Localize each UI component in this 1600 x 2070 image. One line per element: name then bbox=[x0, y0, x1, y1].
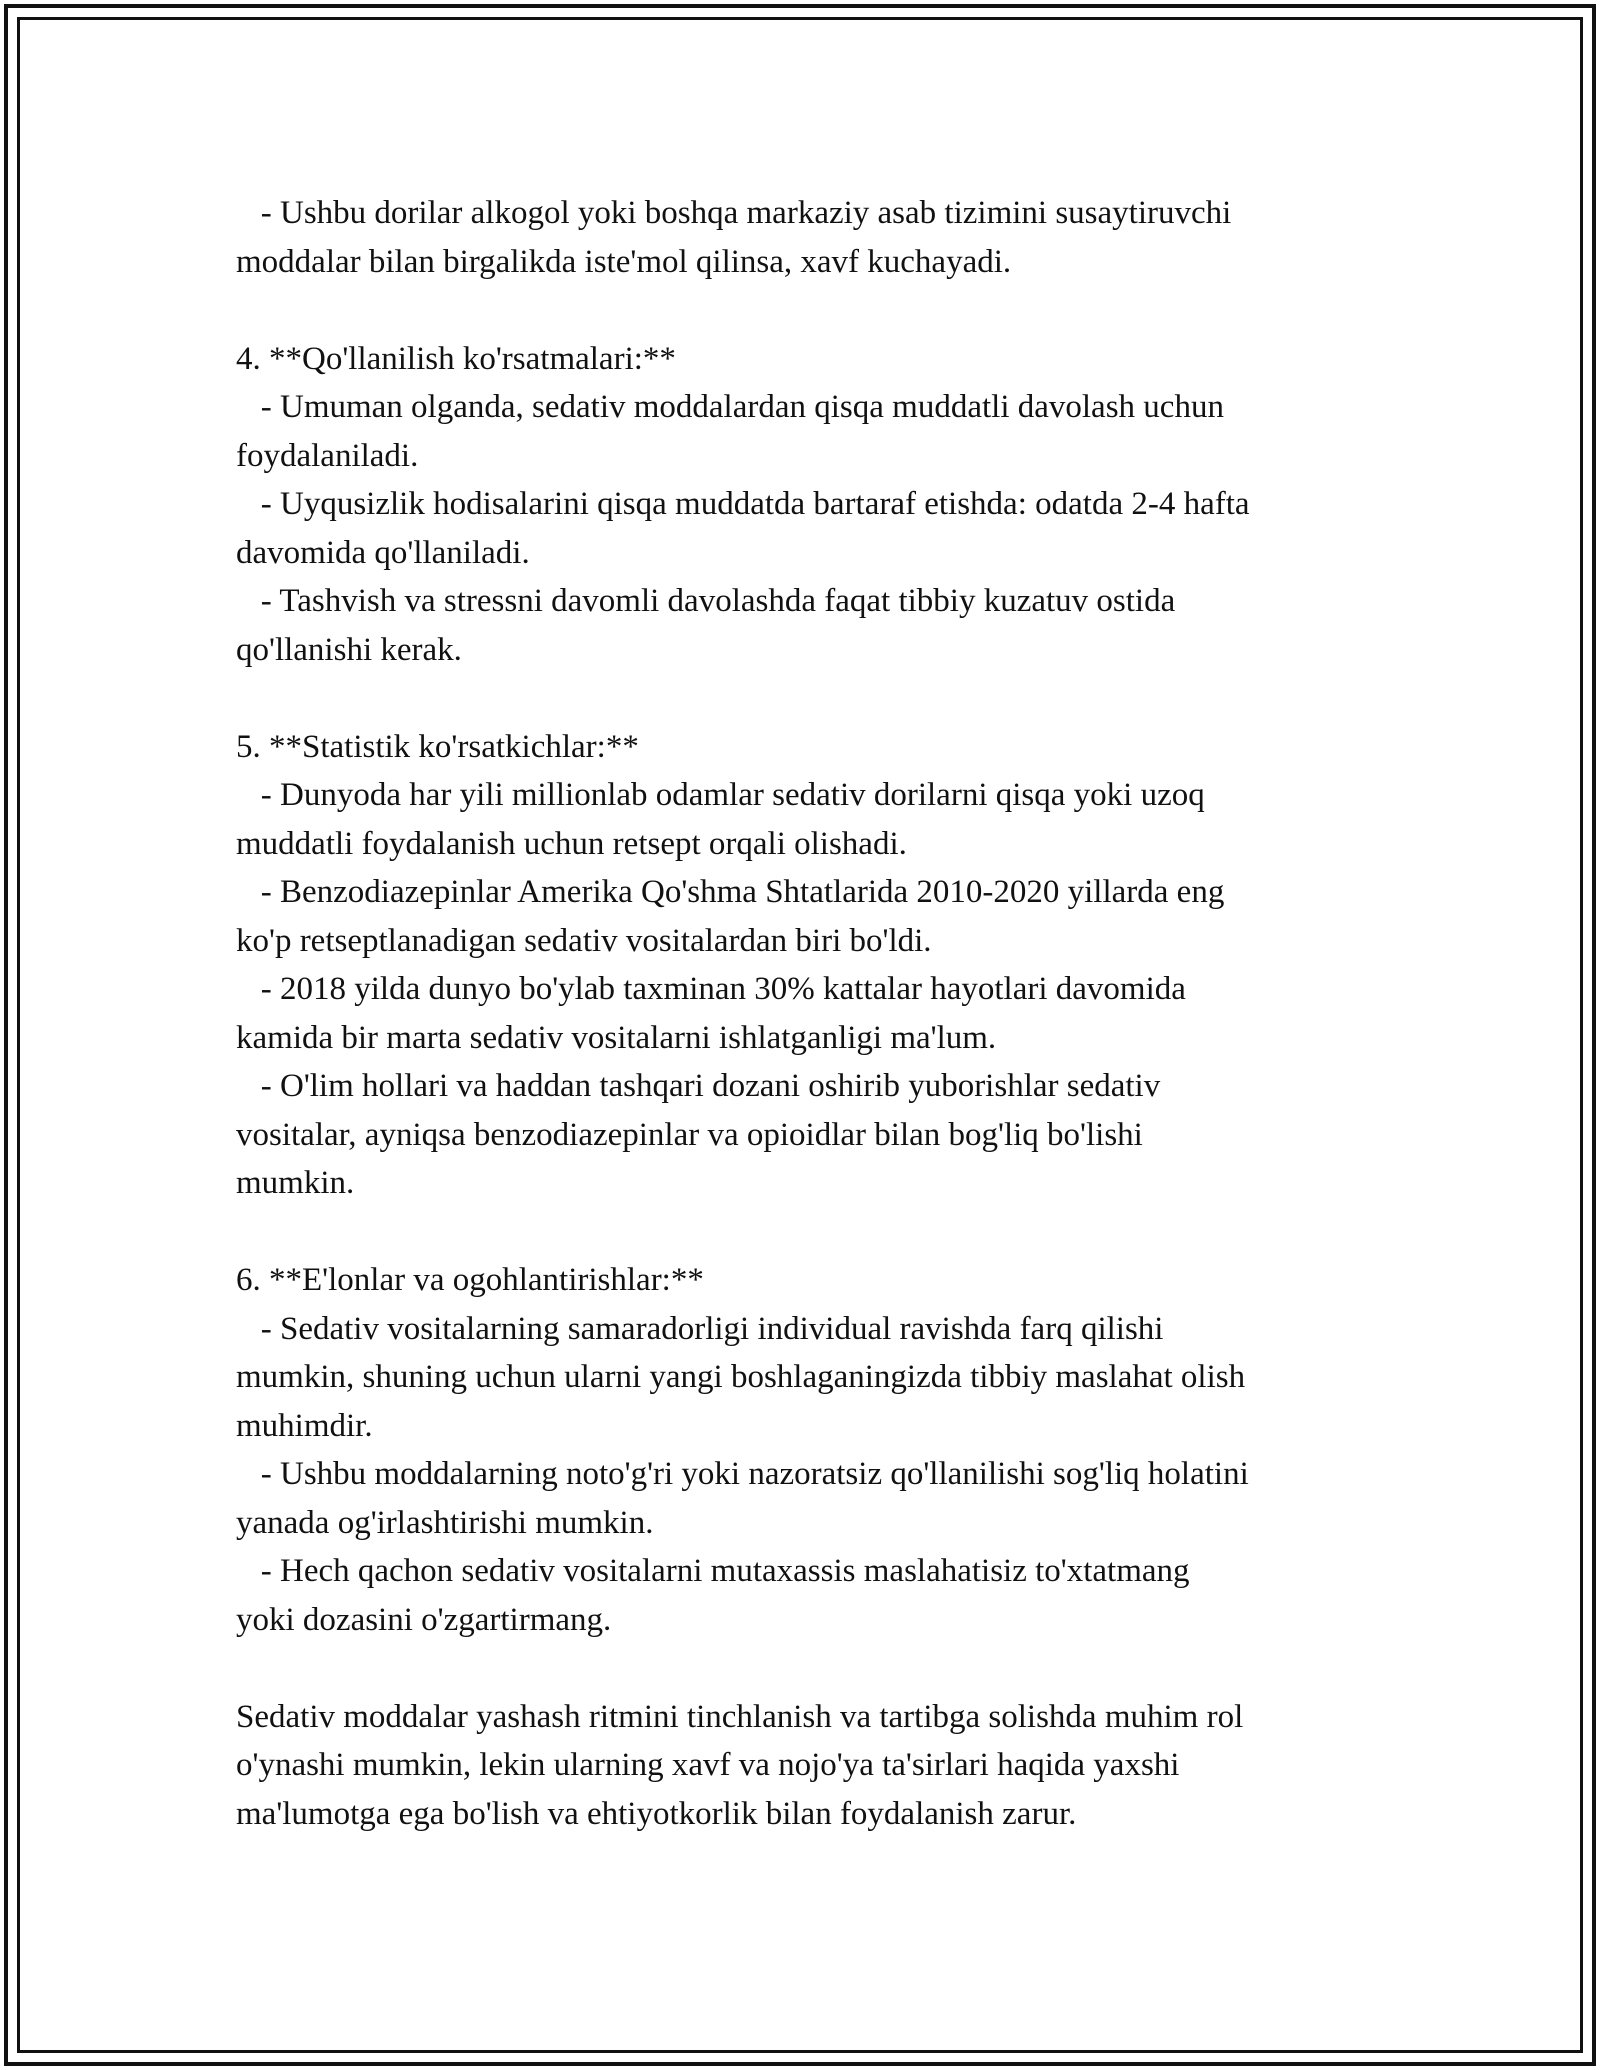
text-line: - Benzodiazepinlar Amerika Qo'shma Shtatlarida 2010-2020 yillarda eng bbox=[236, 874, 1225, 910]
text-line: - Sedativ vositalarning samaradorligi individual ravishda farq qilishi bbox=[236, 1310, 1164, 1347]
text-line: davomida qo'llaniladi. bbox=[236, 534, 530, 571]
text-line: vositalar, ayniqsa benzodiazepinlar va opioidlar bilan bog'liq bo'lishi bbox=[236, 1116, 1143, 1153]
text-line: - Hech qachon sedativ vositalarni mutaxassis maslahatisiz to'xtatmang bbox=[236, 1553, 1190, 1589]
conclusion-line: ma'lumotga ega bo'lish va ehtiyotkorlik bilan foydalanish zarur. bbox=[236, 1795, 1077, 1832]
text-line: mumkin, shuning uchun ularni yangi boshlaganingizda tibbiy maslahat olish bbox=[236, 1359, 1246, 1395]
text-line: kamida bir marta sedativ vositalarni ishlatganligi ma'lum. bbox=[236, 1019, 997, 1056]
text-line: qo'llanishi kerak. bbox=[236, 631, 462, 668]
conclusion-line: o'ynashi mumkin, lekin ularning xavf va nojo'ya ta'sirlari haqida yaxshi bbox=[236, 1747, 1180, 1783]
conclusion-line: Sedativ moddalar yashash ritmini tinchlanish va tartibga solishda muhim rol bbox=[236, 1698, 1244, 1735]
text-line: - Uyqusizlik hodisalarini qisqa muddatda bartaraf etishda: odatda 2-4 hafta bbox=[236, 486, 1250, 522]
text-line: muhimdir. bbox=[236, 1407, 373, 1444]
blank-line bbox=[236, 1644, 1396, 1693]
text-line: - 2018 yilda dunyo bo'ylab taxminan 30% kattalar hayotlari davomida bbox=[236, 971, 1186, 1007]
section-heading-4: 4. **Qo'llanilish ko'rsatmalari:** bbox=[236, 340, 676, 377]
text-line: yanada og'irlashtirishi mumkin. bbox=[236, 1504, 654, 1541]
text-line: - Dunyoda har yili millionlab odamlar sedativ dorilarni qisqa yoki uzoq bbox=[236, 777, 1205, 813]
text-line: - Ushbu dorilar alkogol yoki boshqa markaziy asab tizimini susaytiruvchi bbox=[236, 195, 1232, 231]
text-line: mumkin. bbox=[236, 1165, 355, 1201]
text-line: - Tashvish va stressni davomli davolashda faqat tibbiy kuzatuv ostida bbox=[236, 583, 1176, 619]
blank-line bbox=[236, 286, 1396, 335]
text-line: yoki dozasini o'zgartirmang. bbox=[236, 1601, 612, 1638]
blank-line bbox=[236, 674, 1396, 723]
text-line: moddalar bilan birgalikda iste'mol qilinsa, xavf kuchayadi. bbox=[236, 243, 1012, 280]
text-line: foydalaniladi. bbox=[236, 437, 419, 474]
section-heading-6: 6. **E'lonlar va ogohlantirishlar:** bbox=[236, 1262, 704, 1298]
blank-line bbox=[236, 1208, 1396, 1257]
document-body bbox=[236, 189, 1396, 1838]
text-line: - Ushbu moddalarning noto'g'ri yoki nazoratsiz qo'llanilishi sog'liq holatini bbox=[236, 1456, 1249, 1492]
text-line: - Umuman olganda, sedativ moddalardan qisqa muddatli davolash uchun bbox=[236, 389, 1224, 425]
section-heading-5: 5. **Statistik ko'rsatkichlar:** bbox=[236, 728, 639, 765]
text-line: - O'lim hollari va haddan tashqari dozani oshirib yuborishlar sedativ bbox=[236, 1068, 1161, 1104]
text-line: muddatli foydalanish uchun retsept orqali olishadi. bbox=[236, 825, 907, 862]
text-line: ko'p retseptlanadigan sedativ vositalardan biri bo'ldi. bbox=[236, 922, 932, 959]
